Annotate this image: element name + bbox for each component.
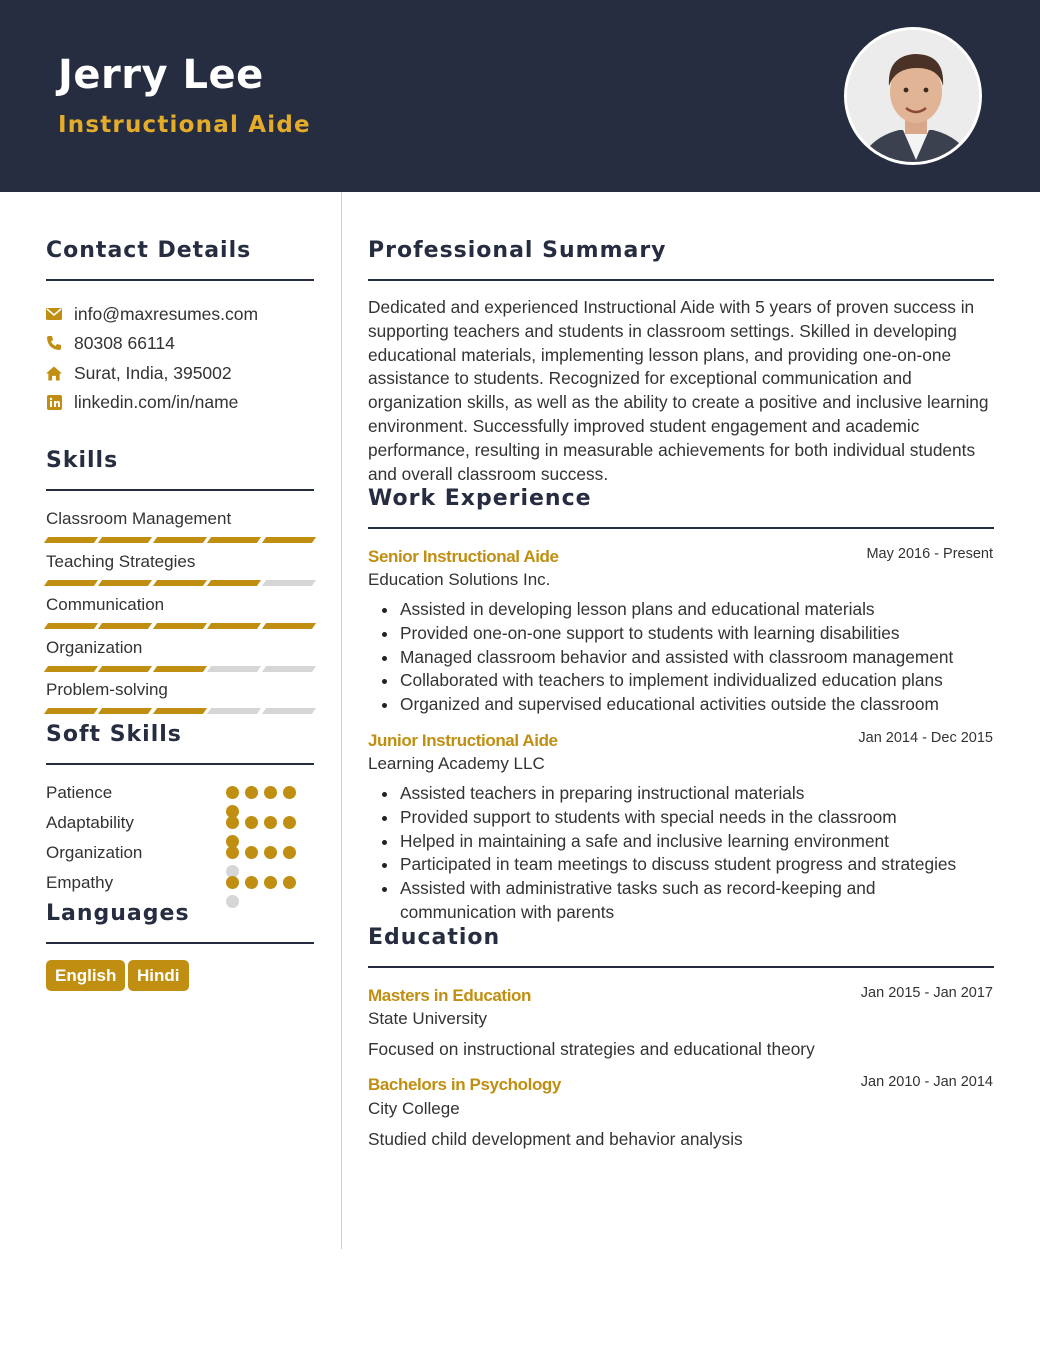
job-bullets xyxy=(368,782,993,925)
skill-label: Teaching Strategies xyxy=(46,552,196,571)
school-name: City College xyxy=(368,1099,460,1118)
languages-rule xyxy=(46,942,314,944)
skill-level-segment xyxy=(262,708,317,714)
soft-skill-dot xyxy=(226,895,239,908)
skill-level-segment xyxy=(98,580,153,586)
skill-label: Classroom Management xyxy=(46,509,232,528)
soft-skill-dots xyxy=(226,846,302,878)
skill-level-segment xyxy=(98,708,153,714)
soft-skill-dot xyxy=(245,786,258,799)
experience-rule xyxy=(368,527,994,529)
skill-level-segment xyxy=(207,666,262,672)
contact-rule xyxy=(46,279,314,281)
job-company: Education Solutions Inc. xyxy=(368,570,551,589)
skill-label: Communication xyxy=(46,595,165,614)
soft-skill-dot xyxy=(264,786,277,799)
phone-text: 80308 66114 xyxy=(74,332,175,353)
soft-skill-dot xyxy=(226,786,239,799)
list-item: Managed classroom behavior and assisted with classroom management xyxy=(368,646,993,670)
soft-skill-dot xyxy=(283,846,296,859)
skill-level-segment xyxy=(98,666,153,672)
degree-title: Masters in Education xyxy=(368,986,531,1005)
summary-text: Dedicated and experienced Instructional Aide with 5 years of proven success in supporting teachers and students in classroom settings. Skilled in developing educational materials, implementing lesson plans, and providing one-on-one assistance to students. Recognized for exceptional communication and organization skills, as well as the ability to create a positive and inclusive learning environment. Successfully improved student engagement and academic performance, resulting in measurable achievements for both individual students and overall classroom success. xyxy=(368,297,989,484)
skill-level-segment xyxy=(207,623,262,629)
soft-skill-dot xyxy=(226,816,239,829)
soft-skill-label: Organization xyxy=(46,843,143,862)
skill-level-segment xyxy=(207,708,262,714)
phone-icon xyxy=(46,335,62,351)
soft-skill-dot xyxy=(283,786,296,799)
summary-rule xyxy=(368,279,994,281)
skill-level-segment xyxy=(207,537,262,543)
skill-level-segment xyxy=(153,708,208,714)
candidate-name: Jerry Lee xyxy=(58,52,264,98)
contact-email[interactable] xyxy=(46,302,258,326)
soft-skill-dot xyxy=(264,846,277,859)
soft-skill-dot xyxy=(245,846,258,859)
school-name: State University xyxy=(368,1009,488,1028)
soft-skill-dot xyxy=(226,876,239,889)
degree-dates: Jan 2015 - Jan 2017 xyxy=(860,985,993,1001)
soft-skills-rule xyxy=(46,763,314,765)
soft-skill-dot xyxy=(245,876,258,889)
list-item: Provided support to students with special needs in the classroom xyxy=(368,806,993,830)
soft-skill-dots xyxy=(226,876,302,908)
soft-skill-dot xyxy=(264,816,277,829)
job-role: Junior Instructional Aide xyxy=(368,731,558,750)
list-item: Assisted in developing lesson plans and educational materials xyxy=(368,598,993,622)
list-item: Organized and supervised educational activities outside the classroom xyxy=(368,693,993,717)
language-badge-hindi: Hindi xyxy=(128,960,189,991)
column-divider xyxy=(341,192,342,1249)
skill-level-bar xyxy=(46,708,314,714)
contact-phone[interactable] xyxy=(46,331,175,355)
linkedin-text: linkedin.com/in/name xyxy=(74,391,239,412)
language-badge-english: English xyxy=(46,960,125,991)
skill-level-segment xyxy=(262,537,317,543)
soft-skill-label: Adaptability xyxy=(46,813,134,832)
soft-skill-label: Empathy xyxy=(46,873,114,892)
experience-heading: Work Experience xyxy=(368,486,592,511)
skill-level-segment xyxy=(98,537,153,543)
summary-heading: Professional Summary xyxy=(368,238,667,263)
skill-level-segment xyxy=(44,708,99,714)
email-text: info@maxresumes.com xyxy=(74,303,259,324)
home-icon xyxy=(46,365,62,381)
skills-heading: Skills xyxy=(46,448,119,473)
skill-level-segment xyxy=(153,537,208,543)
skill-level-segment xyxy=(44,666,99,672)
job-bullets xyxy=(368,598,993,717)
soft-skill-dots xyxy=(226,816,302,848)
skill-level-segment xyxy=(153,623,208,629)
envelope-icon xyxy=(46,306,62,322)
profile-photo xyxy=(844,27,982,165)
skill-level-bar xyxy=(46,580,314,586)
degree-dates: Jan 2010 - Jan 2014 xyxy=(860,1074,993,1090)
degree-title: Bachelors in Psychology xyxy=(368,1075,561,1094)
degree-description: Studied child development and behavior analysis xyxy=(368,1129,743,1149)
list-item: Collaborated with teachers to implement individualized education plans xyxy=(368,669,993,693)
linkedin-icon xyxy=(46,394,62,410)
skill-level-segment xyxy=(44,623,99,629)
skill-level-bar xyxy=(46,666,314,672)
skill-label: Problem-solving xyxy=(46,680,168,699)
skill-level-segment xyxy=(207,580,262,586)
skill-level-segment xyxy=(44,580,99,586)
soft-skill-dot xyxy=(226,846,239,859)
soft-skills-heading: Soft Skills xyxy=(46,722,182,747)
job-dates: May 2016 - Present xyxy=(866,546,993,562)
skill-level-segment xyxy=(98,623,153,629)
soft-skill-dot xyxy=(245,816,258,829)
skills-rule xyxy=(46,489,314,491)
skill-level-segment xyxy=(44,537,99,543)
soft-skill-dot xyxy=(283,816,296,829)
candidate-title: Instructional Aide xyxy=(58,112,311,138)
education-heading: Education xyxy=(368,925,501,950)
languages-heading: Languages xyxy=(46,901,190,926)
list-item: Assisted teachers in preparing instructional materials xyxy=(368,782,993,806)
list-item: Helped in maintaining a safe and inclusive learning environment xyxy=(368,830,993,854)
skill-level-segment xyxy=(262,666,317,672)
soft-skill-dot xyxy=(264,876,277,889)
skill-label: Organization xyxy=(46,638,143,657)
list-item: Provided one-on-one support to students with learning disabilities xyxy=(368,622,993,646)
contact-address xyxy=(46,361,232,385)
soft-skill-label: Patience xyxy=(46,783,113,802)
job-company: Learning Academy LLC xyxy=(368,754,545,773)
list-item: Participated in team meetings to discuss student progress and strategies xyxy=(368,853,993,877)
header-banner xyxy=(0,0,1040,192)
skill-level-segment xyxy=(262,623,317,629)
soft-skill-dot xyxy=(283,876,296,889)
contact-linkedin[interactable] xyxy=(46,390,238,414)
address-text: Surat, India, 395002 xyxy=(74,362,232,383)
degree-description: Focused on instructional strategies and educational theory xyxy=(368,1039,815,1059)
contact-heading: Contact Details xyxy=(46,238,252,263)
job-dates: Jan 2014 - Dec 2015 xyxy=(858,730,993,746)
job-role: Senior Instructional Aide xyxy=(368,547,559,566)
skill-level-segment xyxy=(262,580,317,586)
skill-level-bar xyxy=(46,623,314,629)
skill-level-bar xyxy=(46,537,314,543)
soft-skill-dots xyxy=(226,786,302,818)
education-rule xyxy=(368,966,994,968)
skill-level-segment xyxy=(153,666,208,672)
skill-level-segment xyxy=(153,580,208,586)
list-item: Assisted with administrative tasks such as record-keeping and communication with parents xyxy=(368,877,993,925)
